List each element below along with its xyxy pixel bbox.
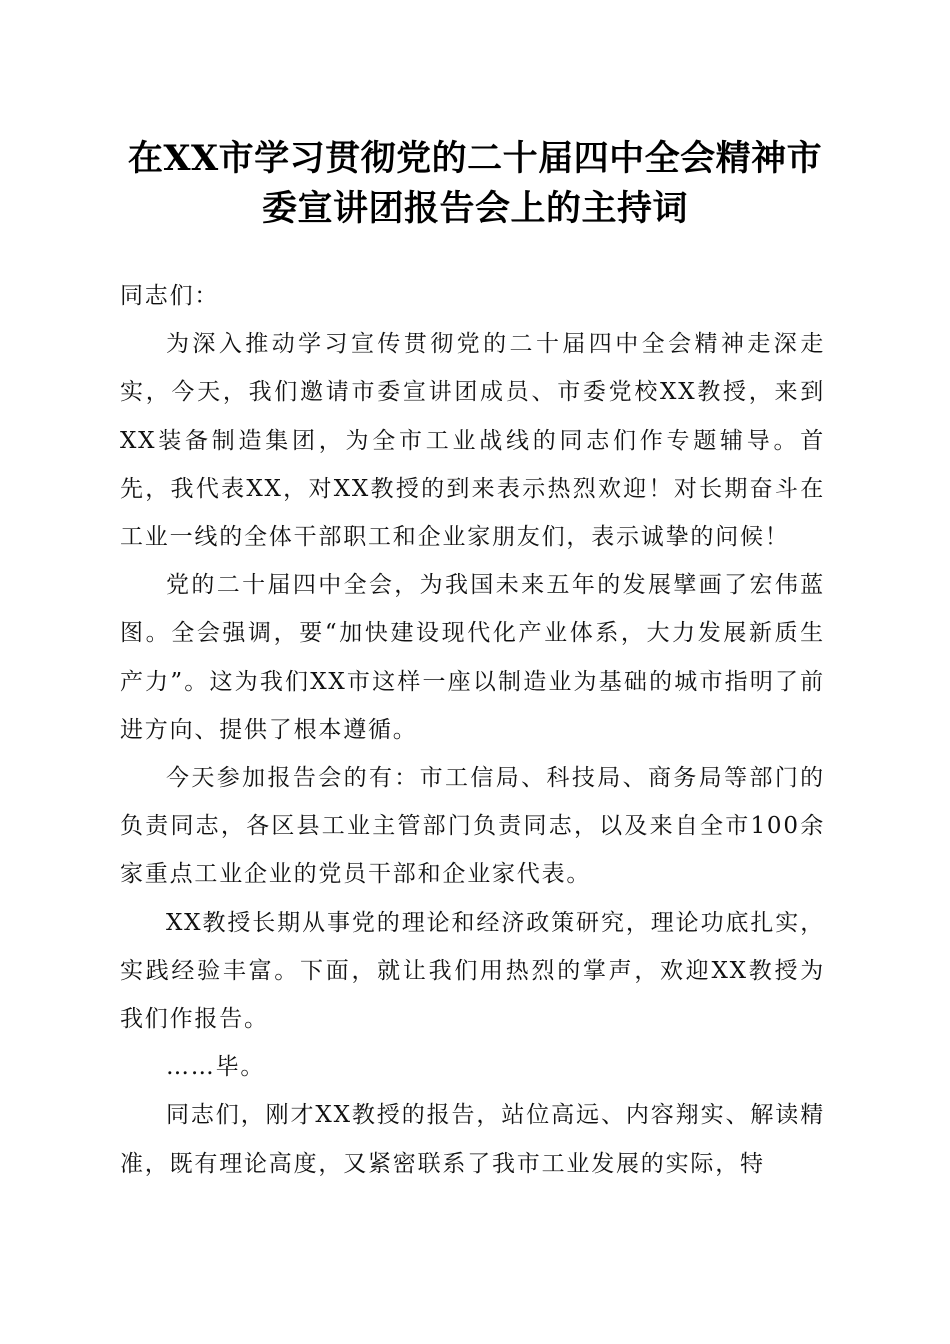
title-line-2: 委宣讲团报告会上的主持词 — [261, 188, 688, 229]
paragraph-3: 今天参加报告会的有：市工信局、科技局、商务局等部门的负责同志，各区县工业主管部门负责同志，以及来自全市100余家重点工业企业的党员干部和企业家代表。 — [120, 765, 825, 888]
paragraph-6: 同志们，刚才XX教授的报告，站位高远、内容翔实、解读精准，既有理论高度，又紧密联系了我市工业发展的实际，特 — [120, 1102, 825, 1177]
document-body — [120, 272, 825, 1188]
title-line-1: 在XX市学习贯彻党的二十届四中全会精神市 — [127, 138, 823, 179]
document-title — [100, 134, 850, 234]
paragraph-1: 为深入推动学习宣传贯彻党的二十届四中全会精神走深走实，今天，我们邀请市委宣讲团成员、市委党校XX教授，来到XX装备制造集团，为全市工业战线的同志们作专题辅导。首先，我代表XX，对XX教授的到来表示热烈欢迎！对长期奋斗在工业一线的全体干部职工和企业家朋友们，表示诚挚的问候！ — [120, 331, 825, 551]
salutation: 同志们： — [120, 283, 220, 309]
paragraph-2: 党的二十届四中全会，为我国未来五年的发展擘画了宏伟蓝图。全会强调，要“加快建设现代化产业体系，大力发展新质生产力”。这为我们XX市这样一座以制造业为基础的城市指明了前进方向、提供了根本遵循。 — [120, 572, 825, 743]
paragraph-5: ……毕。 — [166, 1054, 266, 1081]
paragraph-4: XX教授长期从事党的理论和经济政策研究，理论功底扎实，实践经验丰富。下面，就让我们用热烈的掌声，欢迎XX教授为我们作报告。 — [120, 909, 825, 1033]
